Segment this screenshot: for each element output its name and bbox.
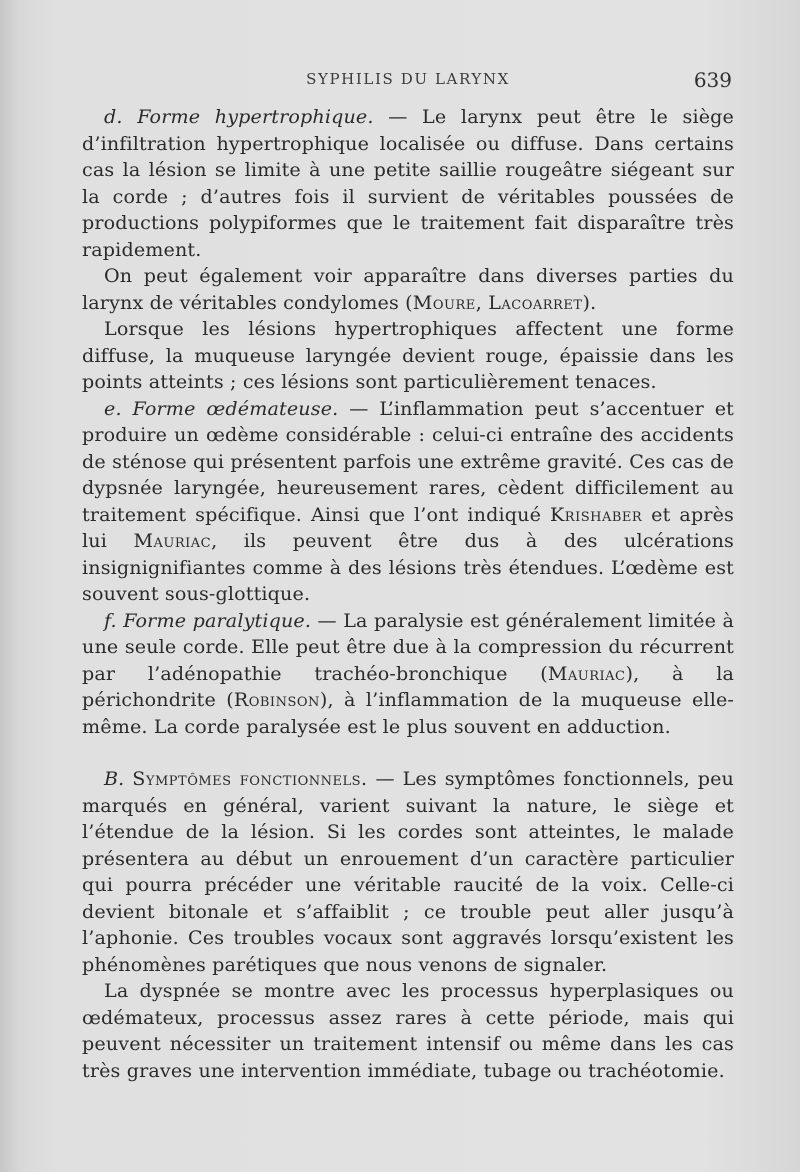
- author-name: Robinson: [233, 688, 320, 711]
- paragraph-hypertrophic-form: d. Forme hypertrophique. — Le larynx peut être le siège d’infiltration hypertrophique localisée ou diffuse. Dans certains cas la lésion se limite à une petite saillie rougeâtre siégeant sur la corde ; d’autres fois il survient de véritables poussées de productions polypiformes que le traitement fait disparaître très rapidement.: [82, 105, 735, 261]
- author-name: Moure: [412, 290, 476, 314]
- section-heading: Symptômes fonctionnels.: [132, 767, 368, 790]
- section-label-paralytic: f. Forme paralytique.: [104, 608, 312, 632]
- body-text: [82, 104, 734, 1084]
- page-number: 639: [693, 68, 732, 92]
- author-name: Lacoarret: [488, 290, 583, 314]
- section-label-hypertrophic: d. Forme hypertrophique.: [104, 105, 374, 128]
- author-name: Krishaber: [550, 502, 643, 526]
- section-label-oedematous: e. Forme œdémateuse.: [104, 396, 339, 420]
- paragraph-functional-symptoms: B. Symptômes fonctionnels. — Les symptômes fonctionnels, peu marqués en général, varient suivant la nature, le siège et l’étendue de la lésion. Si les cordes sont atteintes, le malade présentera au début un enrouement d’un caractère particulier qui pourra précéder une véritable raucité de la voix. Celle-ci devient bitonale et s’affaiblit ; ce trouble peut aller jusqu’à l’aphonie. Ces troubles vocaux sont aggravés lorsqu’existent les phénomènes parétiques que nous venons de signaler.: [82, 767, 734, 976]
- paragraph-paralytic-form: f. Forme paralytique. — La paralysie est généralement limitée à une seule corde. Elle peut être due à la compression du récurrent par l’adénopathie trachéo-bronchique (Mauriac), à la périchondrite (Robinson), à l’inflammation de la muqueuse elle-même. La corde paralysée est le plus souvent en adduction.: [82, 608, 735, 738]
- running-header: [82, 62, 734, 92]
- paragraph-dyspnea: La dyspnée se montre avec les processus hyperplasiques ou œdémateux, processus assez rares à cette période, mais qui peuvent nécessiter un traitement intensif ou même dans les cas très graves une intervention immédiate, tubage ou trachéotomie.: [82, 979, 734, 1082]
- author-name: Mauriac: [547, 661, 626, 685]
- paragraph-diffuse-lesions: Lorsque les lésions hypertrophiques affectent une forme diffuse, la muqueuse laryngée devient rouge, épaissie dans les points atteints ; ces lésions sont particulièrement tenaces.: [82, 317, 734, 393]
- running-title: SYPHILIS DU LARYNX: [306, 70, 510, 88]
- paragraph-condylomes: On peut également voir apparaître dans diverses parties du larynx de véritables condylomes (Moure, Lacoarret).: [82, 264, 734, 314]
- paragraph-oedematous-form: e. Forme œdémateuse. — L’inflammation peut s’accentuer et produire un œdème considérable : celui-ci entraîne des accidents de sténose qui présentent parfois une extrême gravité. Ces cas de dypsnée laryngée, heureusement rares, cèdent difficilement au traitement spécifique. Ainsi que l’ont indiqué Krishaber et après lui Mauriac, ils peuvent être dus à des ulcérations insignignifiantes comme à des lésions très étendues. L’œdème est souvent sous-glottique.: [82, 396, 734, 605]
- author-name: Mauriac: [133, 529, 212, 552]
- section-label-b: B.: [104, 767, 125, 790]
